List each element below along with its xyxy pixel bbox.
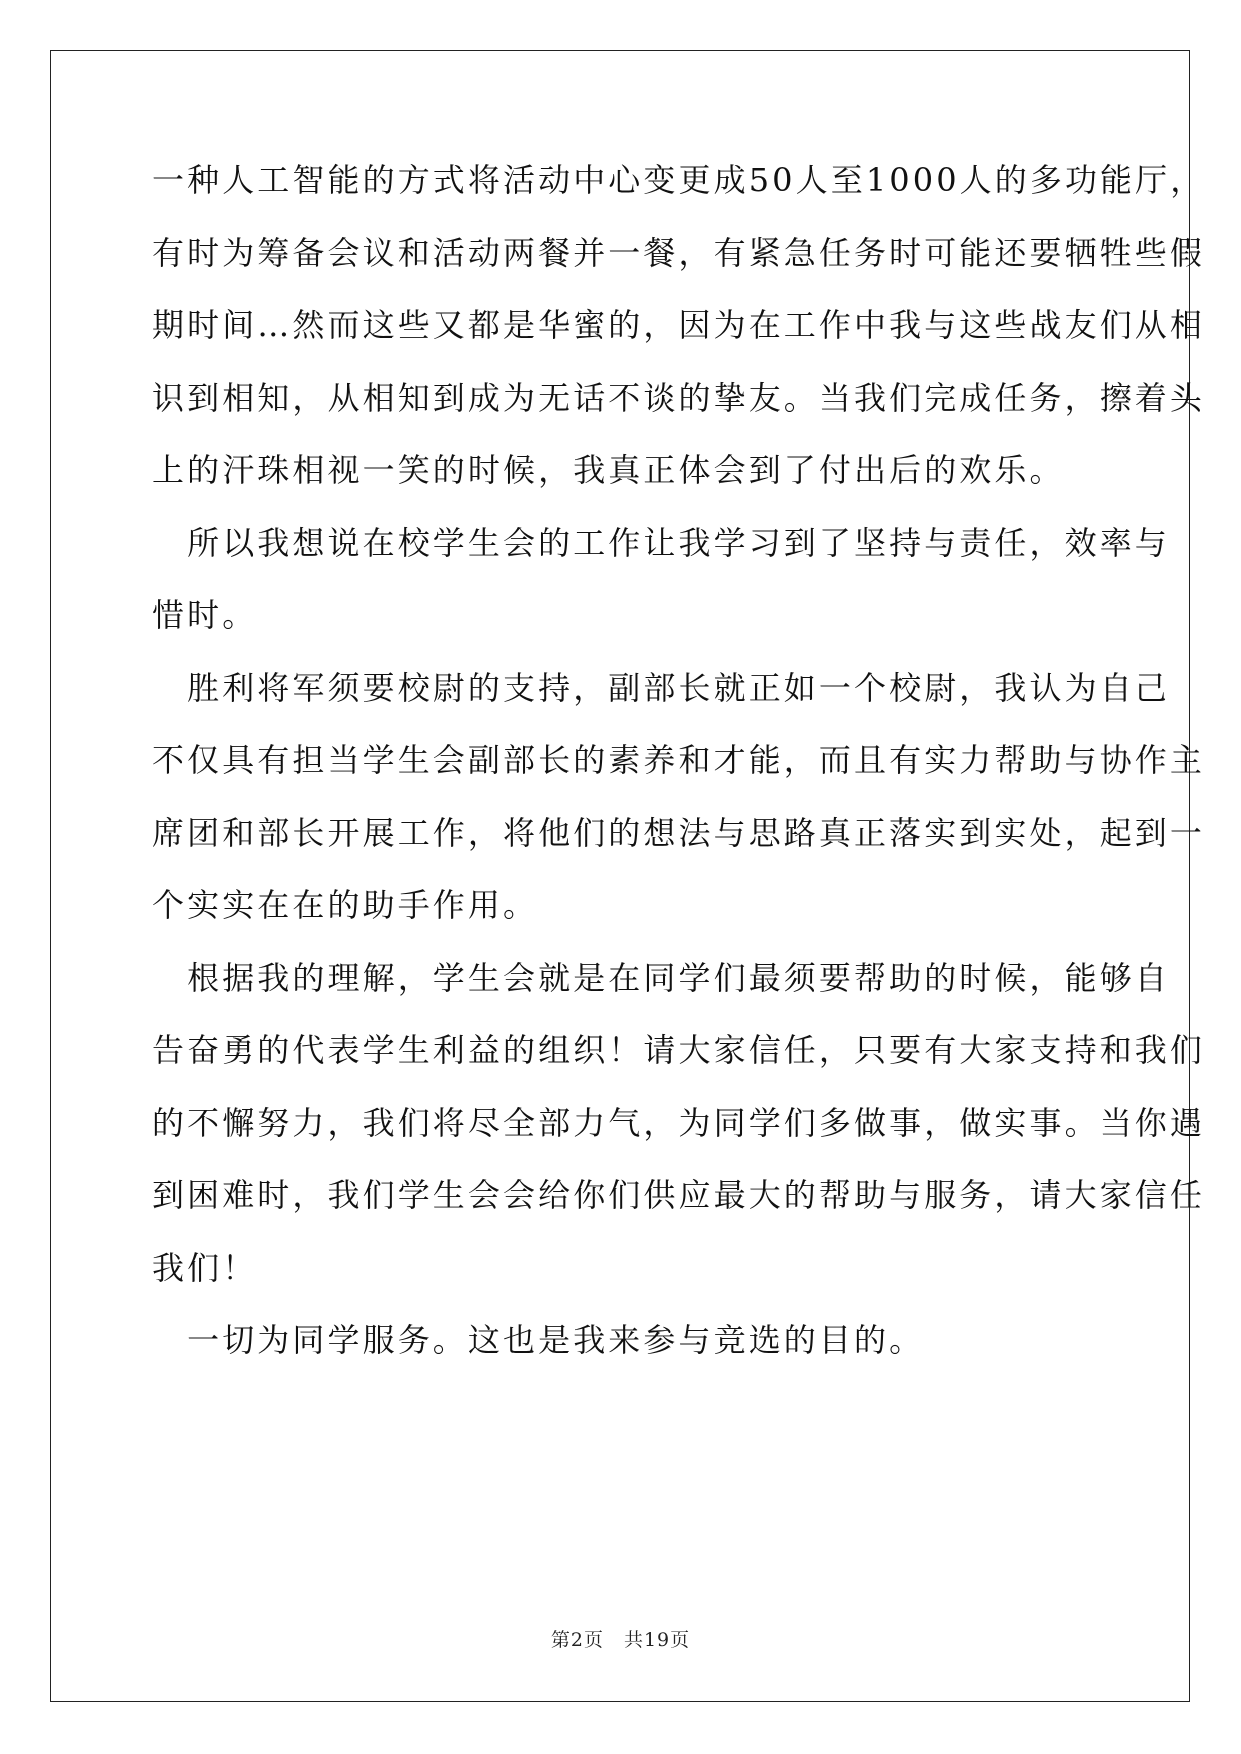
text-line: 的不懈努力，我们将尽全部力气，为同学们多做事，做实事。当你遇: [152, 1104, 1206, 1142]
page-number: 第2页: [550, 1629, 604, 1651]
page-footer: [0, 1628, 1241, 1652]
paragraph-start: 胜利将军须要校尉的支持，副部长就正如一个校尉，我认为自己: [152, 669, 1170, 707]
text-line: 有时为筹备会议和活动两餐并一餐，有紧急任务时可能还要牺牲些假: [152, 234, 1206, 272]
text-line: 到困难时，我们学生会会给你们供应最大的帮助与服务，请大家信任: [152, 1176, 1206, 1214]
paragraph-start: 所以我想说在校学生会的工作让我学习到了坚持与责任，效率与: [152, 524, 1170, 562]
text-line: 告奋勇的代表学生利益的组织！请大家信任，只要有大家支持和我们: [152, 1031, 1206, 1069]
page-total: 共19页: [623, 1629, 691, 1651]
text-line: 识到相知，从相知到成为无话不谈的挚友。当我们完成任务，擦着头: [152, 379, 1206, 417]
text-line: 上的汗珠相视一笑的时候，我真正体会到了付出后的欢乐。: [152, 451, 1065, 489]
text-line: 不仅具有担当学生会副部长的素养和才能，而且有实力帮助与协作主: [152, 741, 1206, 779]
page-border: [50, 50, 1190, 1702]
text-line: 一种人工智能的方式将活动中心变更成50人至1000人的多功能厅，: [152, 161, 1206, 199]
text-line: 席团和部长开展工作，将他们的想法与思路真正落实到实处，起到一: [152, 814, 1206, 852]
paragraph-start: 根据我的理解，学生会就是在同学们最须要帮助的时候，能够自: [152, 959, 1170, 997]
text-line: 期时间…然而这些又都是华蜜的，因为在工作中我与这些战友们从相: [152, 306, 1206, 344]
text-line: 个实实在在的助手作用。: [152, 886, 539, 924]
text-line: 我们！: [152, 1249, 258, 1287]
paragraph-start: 一切为同学服务。这也是我来参与竞选的目的。: [152, 1321, 925, 1359]
text-line: 惜时。: [152, 596, 258, 634]
